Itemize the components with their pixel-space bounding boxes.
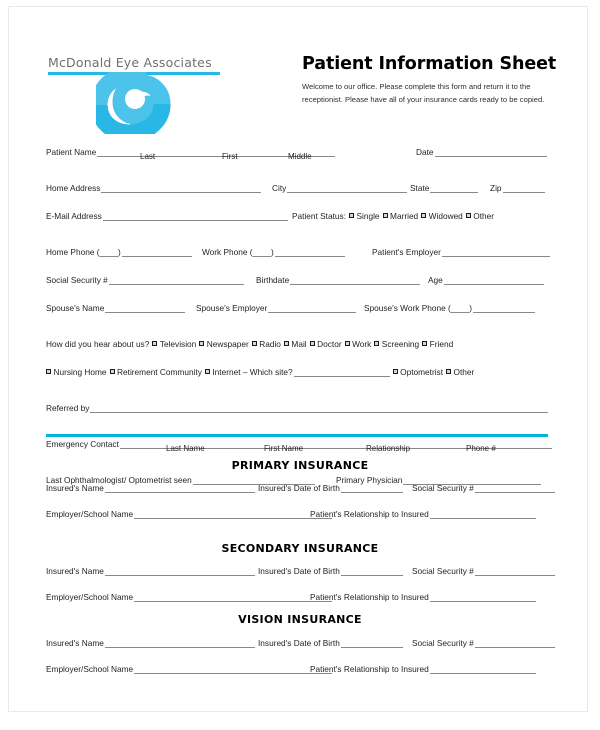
row-referral-line1 xyxy=(0,332,600,355)
practice-name: McDonald Eye Associates xyxy=(48,55,212,70)
status-option-widowed-wrap[interactable] xyxy=(418,212,463,221)
referral-option-mail-wrap[interactable] xyxy=(281,340,307,349)
checkbox-single-icon[interactable] xyxy=(349,213,354,218)
sublabel-emergency-relationship: Relationship xyxy=(366,444,411,453)
vision-relationship-label: Patient's Relationship to Insured xyxy=(310,664,429,674)
status-option-single-wrap[interactable] xyxy=(346,212,380,221)
secondary-insurance-row-1 xyxy=(46,566,548,582)
secondary-ssn-input[interactable] xyxy=(475,567,555,576)
date-label: Date xyxy=(416,147,434,157)
city-label: City xyxy=(272,183,287,193)
spouse-name-label: Spouse's Name xyxy=(46,303,105,313)
zip-input[interactable] xyxy=(503,184,545,193)
row-spouse xyxy=(0,296,600,319)
checkbox-doctor-icon[interactable] xyxy=(310,341,315,346)
secondary-insured-name-label: Insured's Name xyxy=(46,566,104,576)
referral-option-screening: Screening xyxy=(381,339,420,349)
status-option-single: Single xyxy=(356,211,380,221)
checkbox-married-icon[interactable] xyxy=(383,213,388,218)
checkbox-mail-icon[interactable] xyxy=(284,341,289,346)
status-option-married-wrap[interactable] xyxy=(380,212,419,221)
spouse-employer-input[interactable] xyxy=(268,304,356,313)
vision-insurance-row-2 xyxy=(46,664,548,680)
form-header xyxy=(0,0,600,140)
referral-option-work: Work xyxy=(352,339,372,349)
heading-vision-insurance: VISION INSURANCE xyxy=(238,613,362,626)
primary-ssn-input[interactable] xyxy=(475,484,555,493)
welcome-text: Welcome to our office. Please complete this form and return it to the receptionist. Please have all of your insurance cards ready to be copied. xyxy=(302,82,545,104)
spouse-employer-label: Spouse's Employer xyxy=(196,303,268,313)
referral-option-television-wrap[interactable] xyxy=(149,340,196,349)
spouse-work-phone-label: Spouse's Work Phone (____) xyxy=(364,303,472,313)
referral-option-optometrist-wrap[interactable] xyxy=(390,368,443,377)
referral-option-optometrist: Optometrist xyxy=(400,367,444,377)
referred-by-label: Referred by xyxy=(46,403,90,413)
row-referred-by xyxy=(0,396,600,419)
sublabel-emergency-last-name: Last Name xyxy=(166,444,205,453)
checkbox-widowed-icon[interactable] xyxy=(421,213,426,218)
internet-site-input[interactable] xyxy=(294,368,390,377)
date-input[interactable] xyxy=(435,148,547,157)
primary-insurance-row-2 xyxy=(46,509,548,525)
heading-primary-insurance: PRIMARY INSURANCE xyxy=(231,459,369,472)
referral-option-radio: Radio xyxy=(259,339,281,349)
sublabel-last: Last xyxy=(140,152,156,161)
email-label: E-Mail Address xyxy=(46,211,102,221)
birthdate-input[interactable] xyxy=(290,276,420,285)
row-email-status xyxy=(0,204,600,227)
sublabel-emergency-first-name: First Name xyxy=(264,444,304,453)
row-home-address xyxy=(0,176,600,199)
age-label: Age xyxy=(428,275,443,285)
row-referral-line2 xyxy=(0,360,600,383)
vision-relationship-input[interactable] xyxy=(430,665,536,674)
ssn-label: Social Security # xyxy=(46,275,108,285)
referral-option-other: Other xyxy=(453,367,475,377)
checkbox-referral-other-icon[interactable] xyxy=(446,369,451,374)
referral-option-retirement-community-wrap[interactable] xyxy=(107,368,202,377)
title-block xyxy=(302,54,557,106)
eye-swirl-logo-icon xyxy=(96,72,180,134)
referral-option-doctor-wrap[interactable] xyxy=(307,340,342,349)
status-option-other: Other xyxy=(473,211,495,221)
secondary-employer-school-input[interactable] xyxy=(134,593,332,602)
referral-option-mail: Mail xyxy=(291,339,307,349)
primary-dob-input[interactable] xyxy=(341,484,403,493)
patient-employer-input[interactable] xyxy=(442,248,550,257)
referral-option-newspaper: Newspaper xyxy=(206,339,249,349)
zip-label: Zip xyxy=(490,183,502,193)
referral-option-screening-wrap[interactable] xyxy=(371,340,419,349)
primary-relationship-label: Patient's Relationship to Insured xyxy=(310,509,429,519)
vision-ssn-input[interactable] xyxy=(475,639,555,648)
secondary-employer-school-label: Employer/School Name xyxy=(46,592,134,602)
primary-physician-label: Primary Physician xyxy=(336,475,403,485)
secondary-insurance-row-2 xyxy=(46,592,548,608)
primary-employer-school-input[interactable] xyxy=(134,510,332,519)
work-phone-label: Work Phone (____) xyxy=(202,247,274,257)
last-eye-doctor-label: Last Ophthalmologist/ Optometrist seen xyxy=(46,475,192,485)
secondary-insured-name-input[interactable] xyxy=(105,567,255,576)
referral-option-work-wrap[interactable] xyxy=(342,340,372,349)
checkbox-nursing-home-icon[interactable] xyxy=(46,369,51,374)
age-input[interactable] xyxy=(444,276,544,285)
section-divider xyxy=(46,434,548,437)
checkbox-work-icon[interactable] xyxy=(345,341,350,346)
spouse-name-input[interactable] xyxy=(105,304,185,313)
state-input[interactable] xyxy=(430,184,478,193)
checkbox-other-icon[interactable] xyxy=(466,213,471,218)
patient-name-label: Patient Name xyxy=(46,147,97,157)
home-phone-label: Home Phone (____) xyxy=(46,247,121,257)
state-label: State xyxy=(410,183,430,193)
sublabel-emergency-phone: Phone # xyxy=(466,444,496,453)
referral-option-retirement-community: Retirement Community xyxy=(117,367,202,377)
home-address-input[interactable] xyxy=(101,184,261,193)
checkbox-friend-icon[interactable] xyxy=(422,341,427,346)
sublabel-middle: Middle xyxy=(288,152,312,161)
work-phone-input[interactable] xyxy=(275,248,345,257)
checkbox-optometrist-icon[interactable] xyxy=(393,369,398,374)
primary-insured-name-input[interactable] xyxy=(105,484,255,493)
home-phone-input[interactable] xyxy=(122,248,192,257)
spouse-work-phone-input[interactable] xyxy=(473,304,535,313)
vision-insured-name-input[interactable] xyxy=(105,639,255,648)
referral-option-nursing-home-wrap[interactable] xyxy=(46,368,107,377)
page-title: Patient Information Sheet xyxy=(302,54,557,74)
referred-by-input[interactable] xyxy=(90,404,548,413)
vision-dob-input[interactable] xyxy=(341,639,403,648)
primary-employer-school-label: Employer/School Name xyxy=(46,509,134,519)
referral-question: How did you hear about us? xyxy=(46,339,150,349)
row-ssn-birthdate-age xyxy=(0,268,600,291)
referral-option-other-wrap[interactable] xyxy=(443,368,474,377)
checkbox-retirement-community-icon[interactable] xyxy=(110,369,115,374)
checkbox-newspaper-icon[interactable] xyxy=(199,341,204,346)
sublabel-first: First xyxy=(222,152,238,161)
referral-option-radio-wrap[interactable] xyxy=(249,340,281,349)
referral-option-internet-wrap[interactable] xyxy=(202,368,293,377)
form-body xyxy=(0,140,600,491)
vision-insurance-row-1 xyxy=(46,638,548,654)
secondary-ssn-label: Social Security # xyxy=(412,566,474,576)
referral-option-nursing-home: Nursing Home xyxy=(53,367,107,377)
primary-dob-label: Insured's Date of Birth xyxy=(258,483,340,493)
referral-option-friend-wrap[interactable] xyxy=(419,340,453,349)
checkbox-screening-icon[interactable] xyxy=(374,341,379,346)
primary-insurance-row-1 xyxy=(46,483,548,499)
referral-option-internet: Internet – Which site? xyxy=(212,367,293,377)
secondary-relationship-label: Patient's Relationship to Insured xyxy=(310,592,429,602)
secondary-dob-label: Insured's Date of Birth xyxy=(258,566,340,576)
patient-status-label: Patient Status: xyxy=(292,211,346,221)
heading-secondary-insurance: SECONDARY INSURANCE xyxy=(221,542,379,555)
vision-employer-school-label: Employer/School Name xyxy=(46,664,134,674)
status-option-married: Married xyxy=(390,211,419,221)
vision-dob-label: Insured's Date of Birth xyxy=(258,638,340,648)
checkbox-television-icon[interactable] xyxy=(152,341,157,346)
emergency-contact-label: Emergency Contact xyxy=(46,439,119,449)
referral-option-doctor: Doctor xyxy=(317,339,342,349)
secondary-relationship-input[interactable] xyxy=(430,593,536,602)
status-option-widowed: Widowed xyxy=(428,211,463,221)
vision-employer-school-input[interactable] xyxy=(134,665,332,674)
checkbox-radio-icon[interactable] xyxy=(252,341,257,346)
primary-ssn-label: Social Security # xyxy=(412,483,474,493)
referral-option-newspaper-wrap[interactable] xyxy=(196,340,248,349)
row-phones-employer xyxy=(0,240,600,263)
row-patient-name xyxy=(0,140,600,163)
vision-insured-name-label: Insured's Name xyxy=(46,638,104,648)
patient-employer-label: Patient's Employer xyxy=(372,247,441,257)
vision-ssn-label: Social Security # xyxy=(412,638,474,648)
city-input[interactable] xyxy=(287,184,407,193)
referral-option-television: Television xyxy=(159,339,197,349)
referral-option-friend: Friend xyxy=(429,339,454,349)
status-option-other-wrap[interactable] xyxy=(463,212,494,221)
primary-insured-name-label: Insured's Name xyxy=(46,483,104,493)
secondary-dob-input[interactable] xyxy=(341,567,403,576)
email-input[interactable] xyxy=(103,212,288,221)
ssn-input[interactable] xyxy=(109,276,244,285)
primary-relationship-input[interactable] xyxy=(430,510,536,519)
birthdate-label: Birthdate xyxy=(256,275,290,285)
home-address-label: Home Address xyxy=(46,183,101,193)
checkbox-internet-icon[interactable] xyxy=(205,369,210,374)
